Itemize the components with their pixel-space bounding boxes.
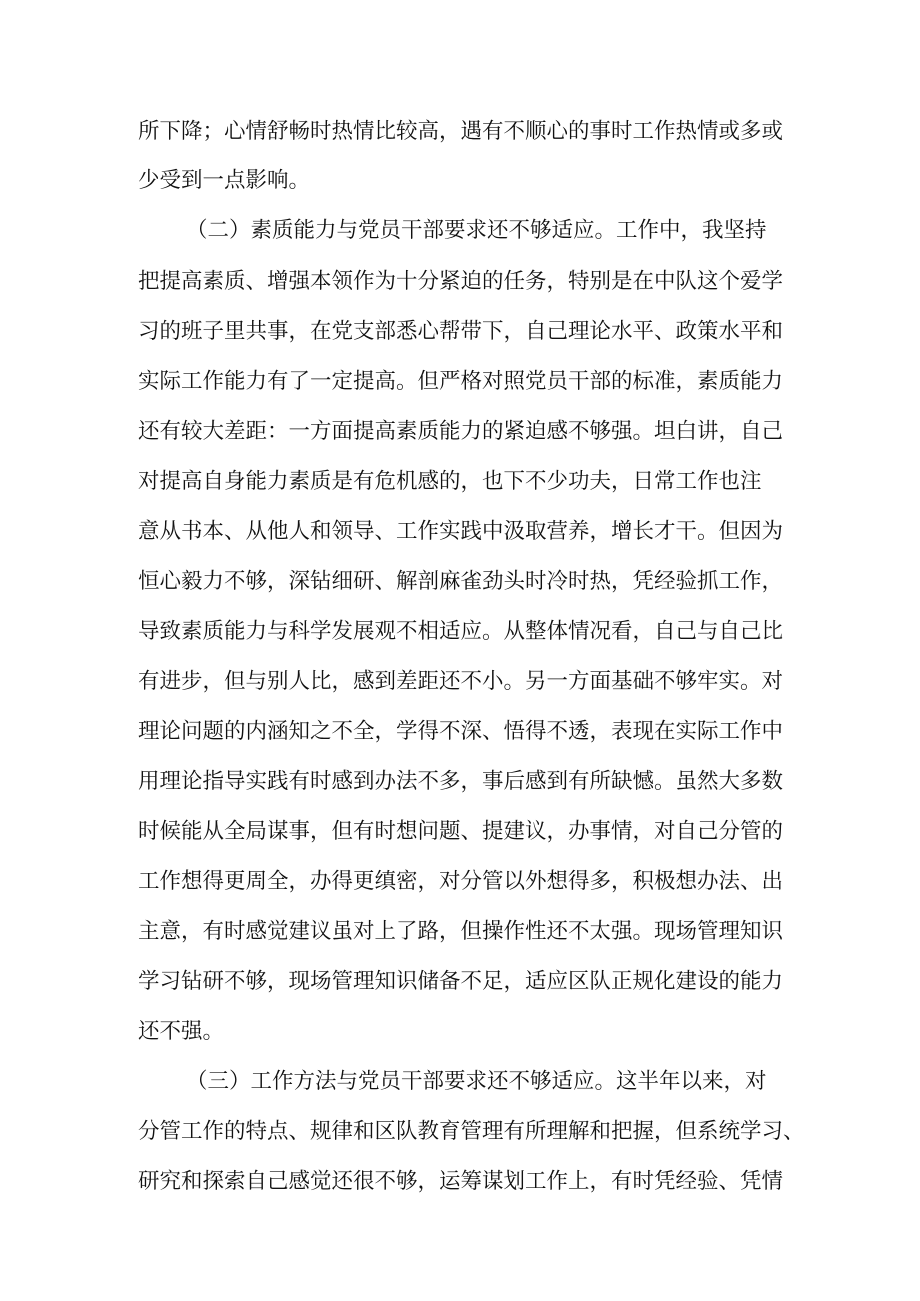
text-line: 还有较大差距：一方面提高素质能力的紧迫感不够强。坦白讲，自己 xyxy=(138,419,784,444)
text-line: 理论问题的内涵知之不全，学得不深、悟得不透，表现在实际工作中 xyxy=(138,719,784,744)
text-line: 主意，有时感觉建议虽对上了路，但操作性还不太强。现场管理知识 xyxy=(138,919,784,944)
paragraph-heading-line: （二）素质能力与党员干部要求还不够适应。工作中，我坚持 xyxy=(186,218,767,243)
text-line: 把提高素质、增强本领作为十分紧迫的任务，特别是在中队这个爱学 xyxy=(138,269,784,294)
text-line: 所下降；心情舒畅时热情比较高，遇有不顺心的事时工作热情或多或 xyxy=(138,119,784,144)
text-line: 恒心毅力不够，深钻细研、解剖麻雀劲头时冷时热，凭经验抓工作， xyxy=(138,569,784,594)
text-line: 有进步，但与别人比，感到差距还不小。另一方面基础不够牢实。对 xyxy=(138,669,784,694)
text-line: 实际工作能力有了一定提高。但严格对照党员干部的标准，素质能力 xyxy=(138,369,784,394)
text-line: 研究和探索自己感觉还很不够，运筹谋划工作上，有时凭经验、凭情 xyxy=(138,1169,784,1194)
text-line: 工作想得更周全，办得更缜密，对分管以外想得多，积极想办法、出 xyxy=(138,869,784,894)
text-line: 导致素质能力与科学发展观不相适应。从整体情况看，自己与自己比 xyxy=(138,619,784,644)
text-line: 意从书本、从他人和领导、工作实践中汲取营养，增长才干。但因为 xyxy=(138,519,784,544)
text-line: 用理论指导实践有时感到办法不多，事后感到有所缺憾。虽然大多数 xyxy=(138,769,784,794)
text-line: 学习钻研不够，现场管理知识储备不足，适应区队正规化建设的能力 xyxy=(138,969,784,994)
text-line: 时候能从全局谋事，但有时想问题、提建议，办事情，对自己分管的 xyxy=(138,819,784,844)
text-line: 少受到一点影响。 xyxy=(138,168,311,193)
text-line: 习的班子里共事，在党支部悉心帮带下，自己理论水平、政策水平和 xyxy=(138,319,784,344)
text-line: 分管工作的特点、规律和区队教育管理有所理解和把握，但系统学习、 xyxy=(138,1119,805,1144)
text-line: 对提高自身能力素质是有危机感的，也下不少功夫，日常工作也注 xyxy=(138,469,762,494)
text-line: 还不强。 xyxy=(138,1019,225,1044)
paragraph-heading-line: （三）工作方法与党员干部要求还不够适应。这半年以来，对 xyxy=(186,1069,767,1094)
